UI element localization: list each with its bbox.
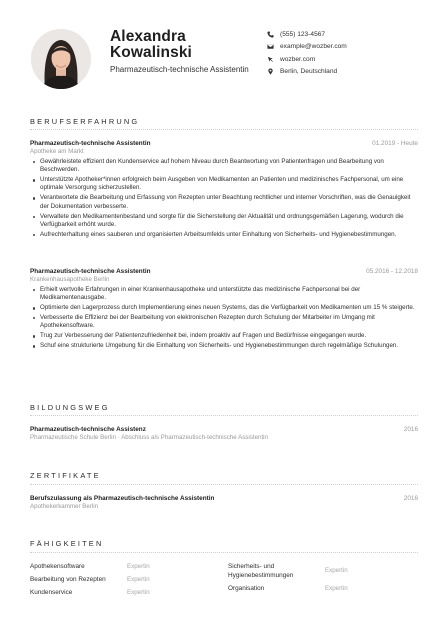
job-title: Pharmazeutisch-technische Assistentin: [30, 268, 151, 275]
job-dates: 01.2019 - Heute: [372, 140, 418, 147]
list-item: Trug zur Verbesserung der Patientenzufriedenheit bei, indem proaktiv auf Fragen und Bedürfnisse eingegangen wurde.: [30, 332, 418, 340]
employer: Krankenhausapotheke Berlin: [30, 276, 110, 283]
avatar: [31, 29, 91, 89]
job-header: [30, 267, 418, 276]
section-title-experience: BERUFSERFAHRUNG: [30, 117, 140, 126]
list-item: Verbesserte die Effizienz bei der Bearbeitung von elektronischen Rezepten durch Schulung der Mitarbeiter im Umgang mit Apothekensoftware.: [30, 314, 418, 331]
skill-level: Expertin: [325, 567, 348, 574]
skill-name: Apothekensoftware: [30, 563, 85, 570]
skill-name: Sicherheits- und Hygienebestimmungen: [228, 563, 294, 579]
education-header: [30, 425, 418, 434]
contact-text: example@wozber.com: [280, 43, 347, 50]
list-item: Verwaltete den Medikamentenbestand und sorgte für die Sicherstellung der Aktualität und ordnungsgemäßen Lagerung, wodurch die Verfügbarkeit erhöht wurde.: [30, 213, 418, 230]
skill-level: Expertin: [325, 585, 348, 592]
person-name: Alexandra Kowalinski: [110, 28, 192, 61]
section-divider: [30, 129, 418, 130]
skill-level: Expertin: [127, 589, 150, 596]
skill-name: Kundenservice: [30, 589, 73, 596]
employer: Apotheke am Markt: [30, 148, 84, 155]
skill-level: Expertin: [127, 563, 150, 570]
contact-email[interactable]: [266, 41, 426, 53]
skill-level: Expertin: [127, 576, 150, 583]
section-title-education: BILDUNGSWEG: [30, 403, 110, 412]
skill-name: Bearbeitung von Rezepten: [30, 576, 106, 583]
list-item: Aufrechterhaltung eines sauberen und organisierten Arbeitsumfelds unter Einhaltung von Sicherheits- und Hygienebestimmungen.: [30, 231, 418, 239]
contact-text: wozber.com: [280, 55, 316, 63]
certificate-entry: [30, 494, 418, 512]
certificate-header: [30, 494, 418, 503]
link-icon: [266, 55, 275, 64]
job-entry: [30, 267, 418, 352]
job-title: Pharmazeutisch-technische Assistentin: [110, 65, 249, 74]
section-title-skills: FÄHIGKEITEN: [30, 539, 104, 548]
contact-text: (555) 123-4567: [280, 30, 326, 38]
certificate-date: 2016: [403, 495, 418, 502]
degree-title: Pharmazeutisch-technische Assistenz: [30, 426, 146, 433]
job-entry: [30, 139, 418, 241]
list-item: Gewährleistete effizient den Kundenservice auf hohem Niveau durch Beantwortung von Patientenfragen und Bearbeitung von Beschwerden.: [30, 158, 418, 175]
job-bullets: [30, 158, 418, 239]
list-item: Erhielt wertvolle Erfahrungen in einer Krankenhausapotheke und unterstützte das medizinische Fachpersonal bei der Medikamentenausgabe.: [30, 286, 418, 303]
list-item: Optimierte den Lagerprozess durch Implementierung eines neuen Systems, das die Verfügbarkeit von Medikamenten um 15 % steigerte.: [30, 304, 418, 312]
education-detail: Pharmazeutische Schule Berlin · Abschluss als Pharmazeutisch-technische Assistentin: [30, 434, 268, 441]
job-dates: 05.2016 - 12.2018: [366, 268, 418, 275]
contact-text: Berlin, Deutschland: [280, 68, 338, 75]
certificate-issuer: Apothekerkammer Berlin: [30, 503, 99, 510]
job-bullets: [30, 286, 418, 350]
section-divider: [30, 484, 418, 485]
skill-name: Organisation: [228, 585, 265, 592]
list-item: Schuf eine strukturierte Umgebung für die Einhaltung von Sicherheits- und Hygienebestimmungen durch regelmäßige Schulungen.: [30, 342, 418, 350]
section-title-certificates: ZERTIFIKATE: [30, 471, 101, 480]
job-title: Pharmazeutisch-technische Assistentin: [30, 140, 151, 147]
job-header: [30, 139, 418, 148]
list-item: Unterstützte Apotheker*innen erfolgreich beim Ausgeben von Medikamenten an Patienten und medizinisches Fachpersonal, um eine optimale Versorgung sicherzustellen.: [30, 176, 418, 193]
phone-icon: [266, 30, 275, 39]
contact-phone[interactable]: [266, 28, 426, 40]
mail-icon: [266, 42, 275, 51]
certificate-title: Berufszulassung als Pharmazeutisch-technische Assistentin: [30, 495, 215, 502]
list-item: Verantwortete die Bearbeitung und Erfassung von Rezepten unter Beachtung rechtlicher und interner Vorschriften, was die Genauigkeit der Dokumentation verbesserte.: [30, 194, 418, 211]
education-entry: [30, 425, 418, 443]
contact-website[interactable]: [266, 53, 426, 65]
profile-photo: [31, 29, 91, 89]
location-pin-icon: [266, 67, 275, 76]
contact-location: [266, 66, 426, 78]
education-date: 2016: [403, 426, 418, 433]
contact-list: [266, 28, 426, 78]
section-divider: [30, 415, 418, 416]
section-divider: [30, 552, 418, 553]
